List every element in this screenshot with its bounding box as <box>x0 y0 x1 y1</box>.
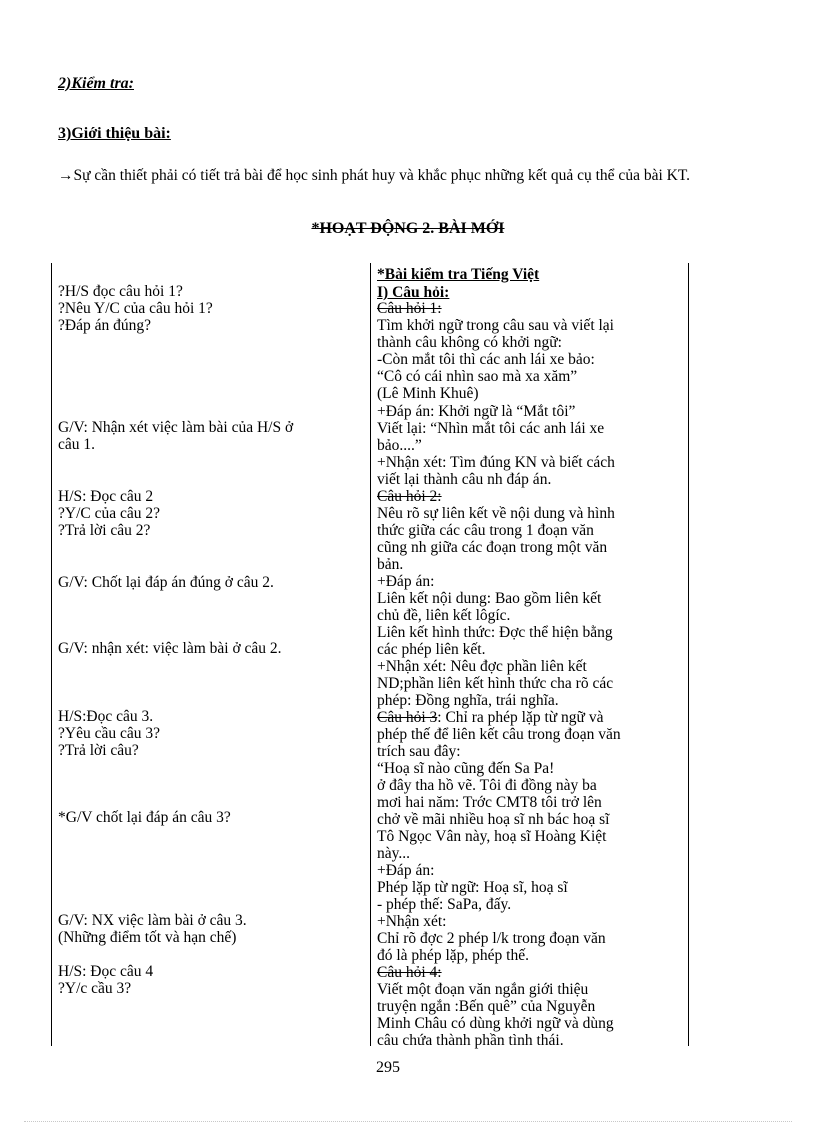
activity-line: (Những điểm tốt và hạn chế) <box>58 929 237 946</box>
content-line: “Hoạ sĩ nào cũng đến Sa Pa! <box>377 760 555 777</box>
content-line: Liên kết nội dung: Bao gồm liên kết <box>377 590 602 607</box>
content-line: ND;phần liên kết hình thức cha rõ các <box>377 675 614 692</box>
activity-line: G/V: nhận xét: việc làm bài ở câu 2. <box>58 640 282 657</box>
activity-line: ?Đáp án đúng? <box>58 317 151 334</box>
content-line: Viết một đoạn văn ngắn giới thiệu <box>377 981 589 998</box>
content-line: Minh Châu có dùng khởi ngữ và dùng <box>377 1015 614 1032</box>
activity-line: H/S: Đọc câu 2 <box>58 488 154 505</box>
content-line: thức giữa các câu trong 1 đoạn văn <box>377 522 594 539</box>
content-line: +Nhận xét: <box>377 913 447 930</box>
content-line: mơi hai năm: Trớc CMT8 tôi trở lên <box>377 794 602 811</box>
content-line: Chỉ rõ đợc 2 phép l/k trong đoạn văn <box>377 930 606 947</box>
content-line: +Đáp án: Khởi ngữ là “Mắt tôi” <box>377 403 576 420</box>
content-line: Tô Ngọc Vân này, hoạ sĩ Hoàng Kiệt <box>377 828 607 845</box>
activity-line: ?Yêu cầu câu 3? <box>58 725 160 742</box>
heading-kiem-tra: 2)Kiểm tra: <box>58 75 134 92</box>
content-line: cũng nh giữa các đoạn trong một văn <box>377 539 608 556</box>
content-line: phép thế để liên kết câu trong đoạn văn <box>377 726 621 743</box>
content-line: các phép liên kết. <box>377 641 486 658</box>
table-right-border <box>688 263 689 1046</box>
page-number: 295 <box>376 1059 400 1076</box>
content-line: +Nhận xét: Nêu đợc phần liên kết <box>377 658 587 675</box>
content-line: chở về mãi nhiều hoạ sĩ nh bác hoạ sĩ <box>377 811 610 828</box>
content-line: thành câu không có khởi ngữ: <box>377 334 562 351</box>
content-line: Tìm khởi ngữ trong câu sau và viết lại <box>377 317 614 334</box>
content-line: bản. <box>377 556 404 573</box>
content-line: đó là phép lặp, phép thế. <box>377 947 529 964</box>
content-line: Câu hỏi 3: Chỉ ra phép lặp từ ngữ và <box>377 709 604 726</box>
content-line: này... <box>377 845 410 862</box>
activity-line: ?Trả lời câu 2? <box>58 522 151 539</box>
table-middle-border <box>370 263 371 1046</box>
content-line: ở đây tha hồ vẽ. Tôi đi đồng này ba <box>377 777 597 794</box>
content-line: Nêu rõ sự liên kết về nội dung và hình <box>377 505 615 522</box>
activity-line: G/V: NX việc làm bài ở câu 3. <box>58 912 247 929</box>
activity-line: ?H/S đọc câu hỏi 1? <box>58 283 183 300</box>
activity-line: ?Trả lời câu? <box>58 742 139 759</box>
activity-line: H/S: Đọc câu 4 <box>58 963 154 980</box>
content-line: Phép lặp từ ngữ: Hoạ sĩ, hoạ sĩ <box>377 879 568 896</box>
content-line: phép: Đồng nghĩa, trái nghĩa. <box>377 692 559 709</box>
content-line: +Đáp án: <box>377 573 435 590</box>
section-title: *HOẠT ĐỘNG 2. BÀI MỚI <box>311 220 505 237</box>
page-bottom-divider <box>24 1121 792 1122</box>
content-line: *Bài kiểm tra Tiếng Việt <box>377 266 540 283</box>
content-line: “Cô có cái nhìn sao mà xa xăm” <box>377 368 578 385</box>
content-line: - phép thế: SaPa, đấy. <box>377 896 512 913</box>
intro-paragraph: →Sự cần thiết phải có tiết trả bài để học sinh phát huy và khắc phục những kết quả cụ thể của bài KT. <box>58 167 691 184</box>
heading-gioi-thieu-bai: 3)Giới thiệu bài: <box>58 125 171 142</box>
content-line: câu chứa thành phần tình thái. <box>377 1032 564 1049</box>
content-line: Câu hỏi 1: <box>377 300 442 317</box>
table-left-border <box>51 263 52 1046</box>
content-line: Liên kết hình thức: Đợc thể hiện bằng <box>377 624 613 641</box>
content-line: -Còn mắt tôi thì các anh lái xe bảo: <box>377 351 595 368</box>
content-line: +Nhận xét: Tìm đúng KN và biết cách <box>377 454 615 471</box>
activity-line: câu 1. <box>58 436 96 453</box>
activity-line: G/V: Chốt lại đáp án đúng ở câu 2. <box>58 574 274 591</box>
content-line: viết lại thành câu nh đáp án. <box>377 471 552 488</box>
activity-line: *G/V chốt lại đáp án câu 3? <box>58 809 231 826</box>
activity-line: ?Y/C của câu 2? <box>58 505 160 522</box>
activity-line: ?Y/c cầu 3? <box>58 980 132 997</box>
activity-line: G/V: Nhận xét việc làm bài của H/S ở <box>58 419 294 436</box>
content-line: chủ đề, liên kết lôgíc. <box>377 607 511 624</box>
content-line: (Lê Minh Khuê) <box>377 385 479 402</box>
content-line: truyện ngắn :Bến quê” của Nguyễn <box>377 998 596 1015</box>
content-line: Câu hỏi 2: <box>377 488 442 505</box>
content-line: Câu hỏi 4: <box>377 964 442 981</box>
content-line: trích sau đây: <box>377 743 461 760</box>
content-line: I) Câu hỏi: <box>377 284 450 301</box>
content-line: bảo....” <box>377 437 422 454</box>
content-line: Viết lại: “Nhìn mắt tôi các anh lái xe <box>377 420 605 437</box>
activity-line: ?Nêu Y/C của câu hỏi 1? <box>58 300 213 317</box>
content-line: +Đáp án: <box>377 862 435 879</box>
activity-line: H/S:Đọc câu 3. <box>58 708 154 725</box>
